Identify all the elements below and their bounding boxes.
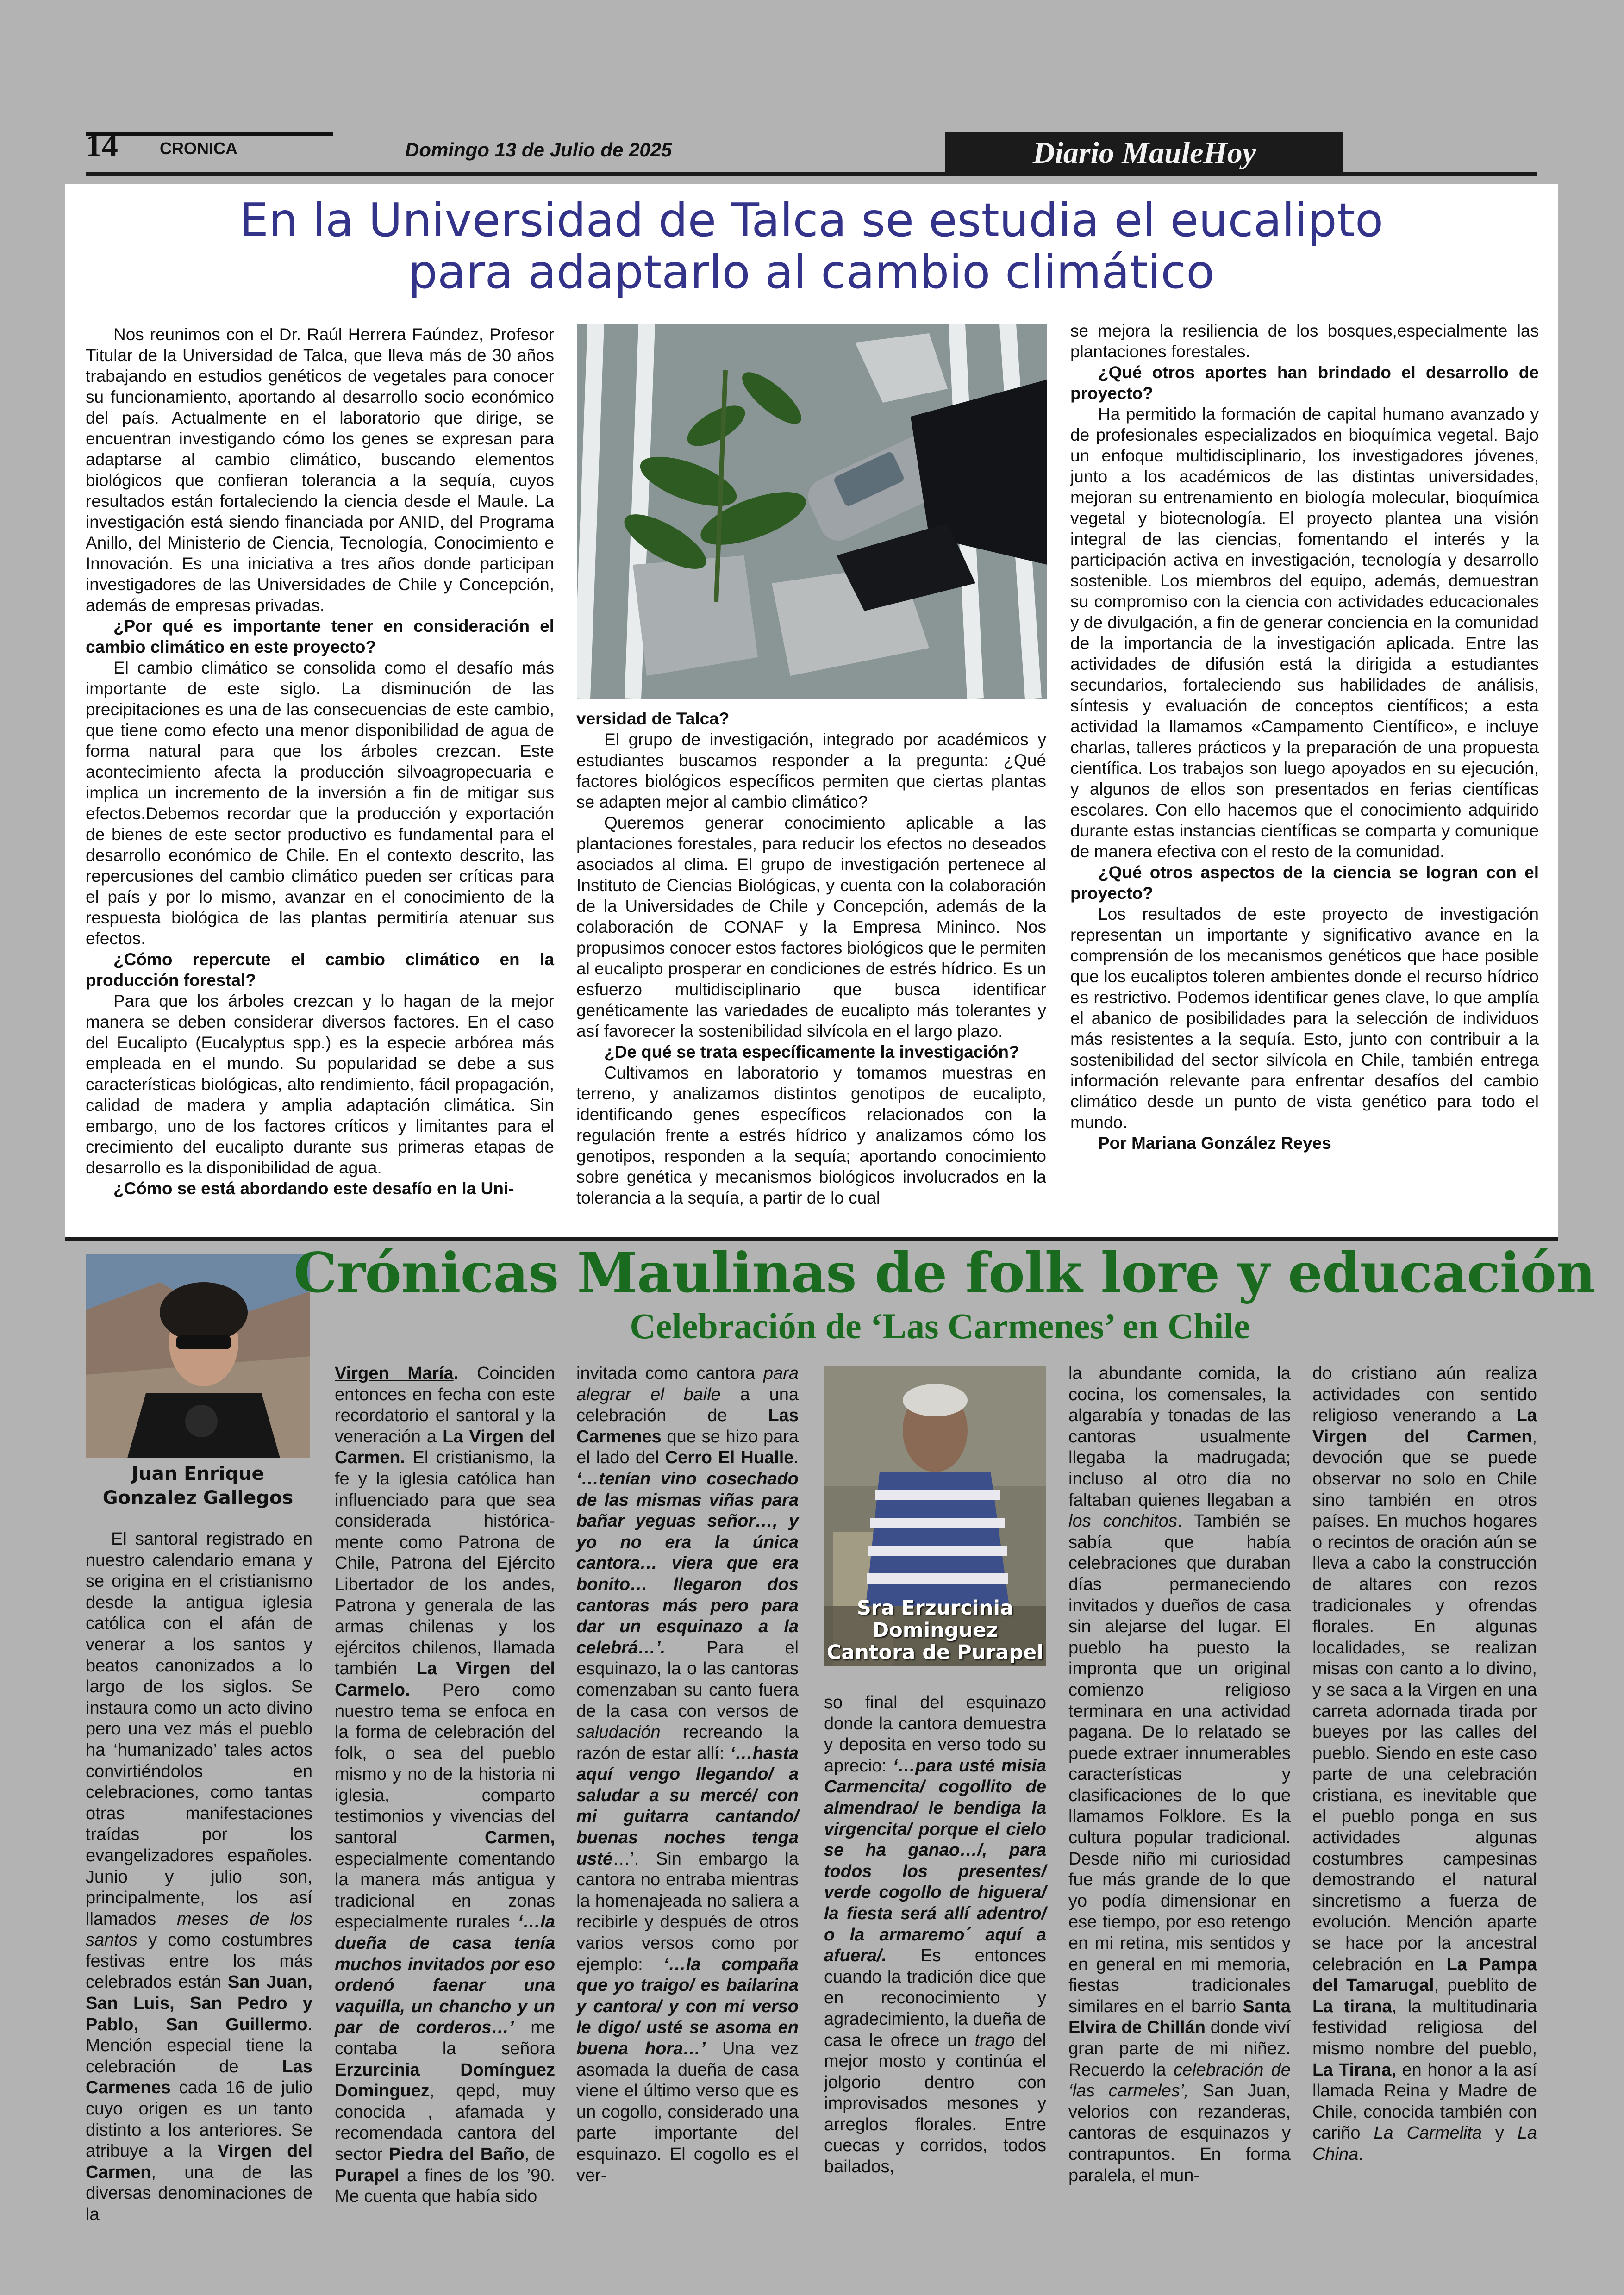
folklore-paragraph: so final del esquinazo donde la cantora demuestra y deposita en verso todo su aprecio: ‘…para usté misia Carmencita/ cogollito de almendrao/ le bendiga la virgencita/ porque el cielo se ha ganao…/, para todos los presentes/ verde cogollo de higuera/ la fiesta será allí adentro/ o la armaremo´ aquí a afuera/. Es entonces cuando la tradición dice que en reconocimiento y agradecimiento, la dueña de casa le ofrece un trago del mejor mosto y continúa el jolgorio dentro con improvisados mesones y arreglos florales. Entre cuecas y corridos, todos bailados, xyxy=(824,1693,1046,2177)
folklore-paragraph: la abundante comida, la cocina, los comensales, la algarabía y tonadas de las cantoras usualmente llegaba la madrugada; incluso al otro día no faltaban quienes llegaban a los conchitos. También se sabía que había celebraciones que duraban días permaneciendo invitados y dueños de casa sin alejarse del lugar. El pueblo ha puesto la impronta que un original comienzo religioso terminara en una actividad pagana. De lo relatado se puede extraer innumerables características y clasificaciones de lo que llamamos Folklore. Es la cultura popular tradicional. Desde niño mi curiosidad fue más grande de lo que yo podía dimensionar en ese tiempo, por eso retengo en mi retina, mis sentidos y en general en mi memoria, fiestas tradicionales similares en el barrio Santa Elvira de Chillán donde viví gran parte de mi niñez. Recuerdo la celebración de ‘las carmeles’, San Juan, velorios con rezanderas, cantoras de esquinazos y contrapuntos. En forma paralela, el mun- xyxy=(1068,1364,1291,2185)
article-paragraph: El cambio climático se consolida como el desafío más importante de este siglo. La disminución de las precipitaciones es una de las consecuencias de este cambio, que tiene como efecto una menor disponibilidad de agua de forma natural para que los árboles crezcan. Este acontecimiento afecta la producción silvoagropecuaria e implica un incremento de la inversión a fin de mitigar sus efectos.Debemos recordar que la producción y exportación de bienes de este sector productivo es fundamental para el desarrollo económico de Chile. En el contexto descrito, las repercusiones del cambio climático pueden ser críticas para el país y por lo mismo, avanzar en el conocimiento de la respuesta biológica de las plantas permitiría atenuar sus efectos. xyxy=(86,658,554,948)
folklore-paragraph: do cristiano aún realiza actividades con sentido religioso venerando a La Virgen del Carmen, devoción que se puede observar no solo en Chile sino también en otros países. En muchos hogares o recintos de oración aún se lleva a cabo la construcción de altares con rezos tradicionales y ofrendas florales. En algunas localidades, se realizan misas con canto a lo divino, y se saca a la Virgen en una carreta adornada tirada por bueyes por las calles del pueblo. Siendo en este caso parte de una celebración cristiana, es inevitable que el pueblo ponga en sus actividades algunas costumbres campesinas demostrando el natural sincretismo a fuerza de evolución. Mención aparte se hace por la ancestral celebración en La Pampa del Tamarugal, pueblito de La tirana, la multitudinaria festividad religiosa del mismo nombre del pueblo, La Tirana, en honor a la así llamada Reina y Madre de Chile, conocida también con cariño La Carmelita y La China. xyxy=(1312,1364,1537,2164)
folklore-column-3 xyxy=(576,1363,799,2186)
author-name-line-2: Gonzalez Gallegos xyxy=(102,1487,294,1509)
article-divider xyxy=(65,1237,1558,1241)
laboratory-photo xyxy=(577,324,1047,699)
article-paragraph: Nos reunimos con el Dr. Raúl Herrera Faúndez, Profesor Titular de la Universidad de Talca, que lleva más de 30 años trabajando en estudios genéticos de vegetales para conocer su funcionamiento, aportando al desarrollo socio económico del país. Actualmente en el laboratorio que dirige, se encuentran investigando cómo los genes se expresan para adaptarse al cambio climático, buscando elementos biológicos que confieran tolerancia a la sequía, cuyos resultados están fortaleciendo la ciencia desde el Maule. La investigación está siendo financiada por ANID, del Programa Anillo, del Ministerio de Ciencia, Tecnología, Conocimiento e Innovación. Es una iniciativa a tres años donde participan investigadores de las Universidades de Chile y Concepción, además de empresas privadas. xyxy=(86,325,554,615)
article-question: ¿Por qué es importante tener en consideración el cambio climático en este proyecto? xyxy=(86,617,554,656)
article-question: Por Mariana González Reyes xyxy=(1098,1134,1331,1153)
series-title: Crónicas Maulinas de folk lore y educación xyxy=(294,1241,1595,1305)
article-paragraph: se mejora la resiliencia de los bosques,especialmente las plantaciones forestales. xyxy=(1070,321,1539,361)
article-question: ¿Qué otros aspectos de la ciencia se logran con el proyecto? xyxy=(1070,863,1539,903)
folklore-column-6 xyxy=(1312,1363,1537,2165)
headline-line-2: para adaptarlo al cambio climático xyxy=(408,245,1215,299)
article-paragraph: Cultivamos en laboratorio y tomamos muestras en terreno, y analizamos distintos genotipos de eucalipto, identificando genes específicos relacionados con la regulación frente a estrés hídrico y analizamos cómo los genotipos, responden a la sequía; aportando conocimiento sobre genética y mecanismos biológicos involucrados en la tolerancia a la sequía, a partir de lo cual xyxy=(576,1063,1046,1207)
article-question: ¿Cómo repercute el cambio climático en la producción forestal? xyxy=(86,950,554,990)
issue-date: Domingo 13 de Julio de 2025 xyxy=(405,139,672,161)
masthead-logo: Diario MauleHoy xyxy=(945,132,1343,174)
author-portrait-image xyxy=(86,1254,310,1458)
folklore-column-4 xyxy=(824,1692,1046,2178)
caption-line-3: Cantora de Purapel xyxy=(826,1641,1044,1664)
folklore-paragraph: El santoral registrado en nuestro calendario emana y se origina en el cristianismo desde la antigua iglesia católica con el afán de venerar a los santos y beatos canonizados a lo largo de los siglos. Se instaura como un acto divino pero una vez más el pueblo ha ‘humanizado’ tales actos convirtiéndolos en celebraciones, como tantas otras manifestaciones traídas por los evangelizadores españoles. Junio y julio son, principalmente, los así llamados meses de los santos y como costumbres festivas entre los más celebrados están San Juan, San Luis, San Pedro y Pablo, San Guillermo. Mención especial tiene la celebración de Las Carmenes cada 16 de julio cuyo origen es un tanto distinto a los anteriores. Se atribuye a la Virgen del Carmen, una de las diversas denominaciones de la xyxy=(86,1529,312,2224)
article-column-1 xyxy=(86,324,554,1199)
article-question: ¿De qué se trata específicamente la investigación? xyxy=(604,1042,1019,1061)
article-paragraph: El grupo de investigación, integrado por académicos y estudiantes buscamos responder a la pregunta: ¿Qué factores biológicos específicos permiten que ciertas plantas se adapten mejor al cambio climático? xyxy=(576,730,1046,811)
author-photo xyxy=(86,1254,310,1458)
article-paragraph: Para que los árboles crezcan y lo hagan de la mejor manera se deben considerar diversos factores. En el caso del Eucalipto (Eucalyptus spp.) es la especie arbórea más empleada en el mundo. Su popularidad se debe a sus características biológicas, alto rendimiento, fácil propagación, calidad de madera y amplia adaptación climática. Sin embargo, uno de los factores críticos y limitantes para el crecimiento del eucalipto durante sus primeras etapas de desarrollo es la disponibilidad de agua. xyxy=(86,992,554,1177)
folklore-column-1 xyxy=(86,1529,312,2226)
caption-line-1: Sra Erzurcinia xyxy=(856,1597,1014,1620)
headline-line-1: En la Universidad de Talca se estudia el eucalipto xyxy=(239,193,1384,247)
article-headline xyxy=(65,194,1558,298)
article-question: ¿Qué otros aportes han brindado el desarrollo de proyecto? xyxy=(1070,363,1539,403)
article-question: versidad de Talca? xyxy=(576,709,730,728)
caption-line-2: Dominguez xyxy=(872,1619,998,1642)
section-label: CRONICA xyxy=(160,139,237,158)
page-number: 14 xyxy=(86,128,118,163)
article-paragraph: Queremos generar conocimiento aplicable a las plantaciones forestales, para reducir los efectos no deseados asociados al clima. El grupo de investigación pertenece al Instituto de Ciencias Biológicas, y cuenta con la colaboración de la Universidades de Chile y Concepción, además de la colaboración de CONAF y la Empresa Mininco. Nos propusimos conocer estos factores biológicos que le permiten al eucalipto prosperar en condiciones de estrés hídrico. Es un esfuerzo multidisciplinario que busca identificar genéticamente las variedades de eucalipto más tolerantes y así favorecer la sostenibilidad silvícola en el largo plazo. xyxy=(576,813,1046,1041)
folklore-column-2 xyxy=(335,1363,555,2208)
folklore-column-5 xyxy=(1068,1363,1291,2186)
article-paragraph: Ha permitido la formación de capital humano avanzado y de profesionales especializados en bioquímica vegetal. Bajo un enfoque multidisciplinario, los investigadores jóvenes, junto a los académicos de las distintas universidades, mejoran su entrenamiento en biología molecular, bioquímica vegetal y biotecnología. El proyecto plantea una visión integral de las ciencias, fomentando el interés y la participación activa en investigación, tecnología y desarrollo sostenible. Los miembros del equipo, además, demuestran su compromiso con la ciencia con actividades educacionales y de divulgación, a fin de generar conciencia en la comunidad de la importancia de la investigación aplicada. Entre las actividades de difusión está la dirigida a estudiantes secundarios, fortaleciendo sus habilidades de análisis, síntesis y evaluación de conceptos científicos; a esta actividad la llamamos «Campamento Científico», e incluye charlas, talleres prácticos y la preparación de una propuesta científica. Los trabajos son luego apoyados en su ejecución, y algunos de ellos son presentados en ferias científicas escolares. Con ello hacemos que el conocimiento adquirido durante estas instancias científicas se comparta y comunique de manera efectiva con el resto de la comunidad. xyxy=(1070,405,1539,861)
article-paragraph: Los resultados de este proyecto de investigación representan un importante y significativo avance en la comprensión de los mecanismos genéticos que hace posible que los eucaliptos toleren ambientes donde el recurso hídrico es restrictivo. Podemos identificar genes clave, lo que amplía el abanico de posibilidades para la selección de individuos más resistentes a la sequía. Esto, junto con contribuir a la sostenibilidad del sector silvícola en Chile, también entrega información relevante para enfrentar desafíos del cambio climático desde un punto de vista genético para todo el mundo. xyxy=(1070,904,1539,1132)
article-subtitle: Celebración de ‘Las Carmenes’ en Chile xyxy=(630,1306,1250,1346)
eucalyptus-sample-image xyxy=(577,324,1047,699)
folklore-paragraph: invitada como cantora para alegrar el baile a una celebración de Las Carmenes que se hizo para el lado del Cerro El Hualle. ‘…tenían vino cosechado de las mismas viñas para bañar yeguas señor…, y yo no era la única cantora… viera que era bonito… llegaron dos cantoras más pero para dar un esquinazo a la celebrá…’. Para el esquinazo, la o las cantoras comenzaban su canto fuera de la casa con versos de saludación recreando la razón de estar allí: ‘…hasta aquí vengo llegando/ a saludar a su mercé/ con mi guitarra cantando/ buenas noches tenga usté…’. Sin embargo la cantora no entraba mientras la homenajeada no saliera a recibirle y después de otros varios versos como por ejemplo: ‘…la compaña que yo traigo/ es bailarina y cantora/ y con mi verso le digo/ usté se asoma en buena hora…’ Una vez asomada la dueña de casa viene el último verso que es un cogollo, considerado una parte importante del esquinazo. El cogollo es el ver- xyxy=(576,1364,799,2185)
photo-caption xyxy=(824,1597,1046,1664)
article-column-3 xyxy=(1070,320,1539,1154)
author-name-line-1: Juan Enrique xyxy=(131,1463,264,1484)
article-column-2 xyxy=(576,708,1046,1208)
section-rule xyxy=(86,132,333,136)
author-byline xyxy=(86,1462,310,1510)
article-question: ¿Cómo se está abordando este desafío en la Uni- xyxy=(113,1179,514,1198)
header-rule xyxy=(86,172,1537,176)
folklore-paragraph: Virgen María. Coinciden entonces en fecha con este recordatorio el santoral y la veneración a La Virgen del Carmen. El cristianismo, la fe y la iglesia católica han influenciado para que sea considerada histórica-mente como Patrona de Chile, Patrona del Ejército Libertador de los andes, Patrona y generala de las armas chilenas y los ejércitos chilenos, llamada también La Virgen del Carmelo. Pero como nuestro tema se enfoca en la forma de celebración del folk, o sea del pueblo mismo y no de la historia ni iglesia, comparto testimonios y vivencias del santoral Carmen, especialmente comentando la manera más antigua y tradicional en zonas especialmente rurales ‘…la dueña de casa tenía muchos invitados por eso ordenó faenar una vaquilla, un chancho y un par de corderos…’ me contaba la señora Erzurcinia Domínguez Dominguez, qepd, muy conocida , afamada y recomendada cantora del sector Piedra del Baño, de Purapel a fines de los ’90. Me cuenta que había sido xyxy=(335,1364,555,2207)
